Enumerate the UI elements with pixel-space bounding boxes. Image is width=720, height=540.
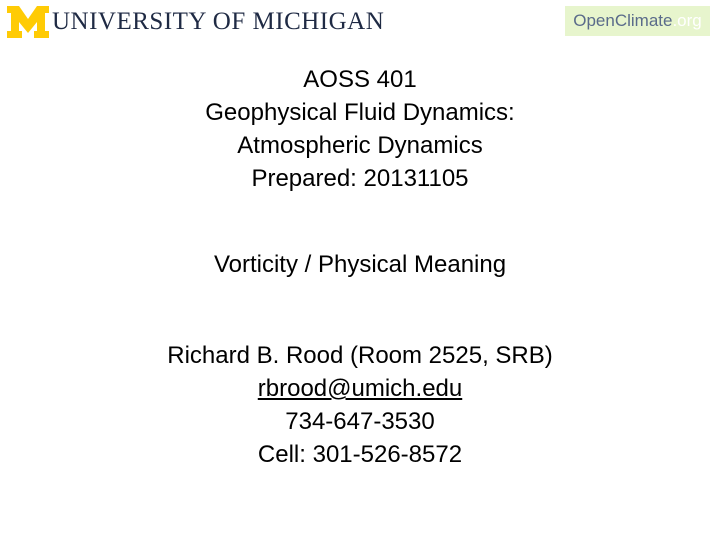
course-title-line-2: Atmospheric Dynamics [237, 132, 483, 159]
prepared-date: Prepared: 20131105 [251, 165, 469, 192]
openclimate-logo-text: OpenClimate [573, 11, 673, 30]
openclimate-logo [565, 6, 710, 36]
course-title-line-1: Geophysical Fluid Dynamics: [205, 99, 515, 126]
cell-number: Cell: 301-526-8572 [257, 441, 463, 468]
block-m-logo-icon [6, 5, 50, 39]
course-number: AOSS 401 [303, 66, 417, 93]
openclimate-logo-org: .org [672, 11, 702, 30]
phone-number: 734-647-3530 [285, 408, 435, 435]
title-block [0, 63, 720, 195]
contact-block [0, 339, 720, 471]
university-logo [6, 4, 384, 40]
lecture-topic: Vorticity / Physical Meaning [213, 251, 507, 278]
email-link[interactable]: rbrood@umich.edu [257, 375, 463, 402]
university-wordmark: UNIVERSITY OF MICHIGAN [52, 8, 385, 35]
author-name: Richard B. Rood (Room 2525, SRB) [167, 342, 553, 369]
